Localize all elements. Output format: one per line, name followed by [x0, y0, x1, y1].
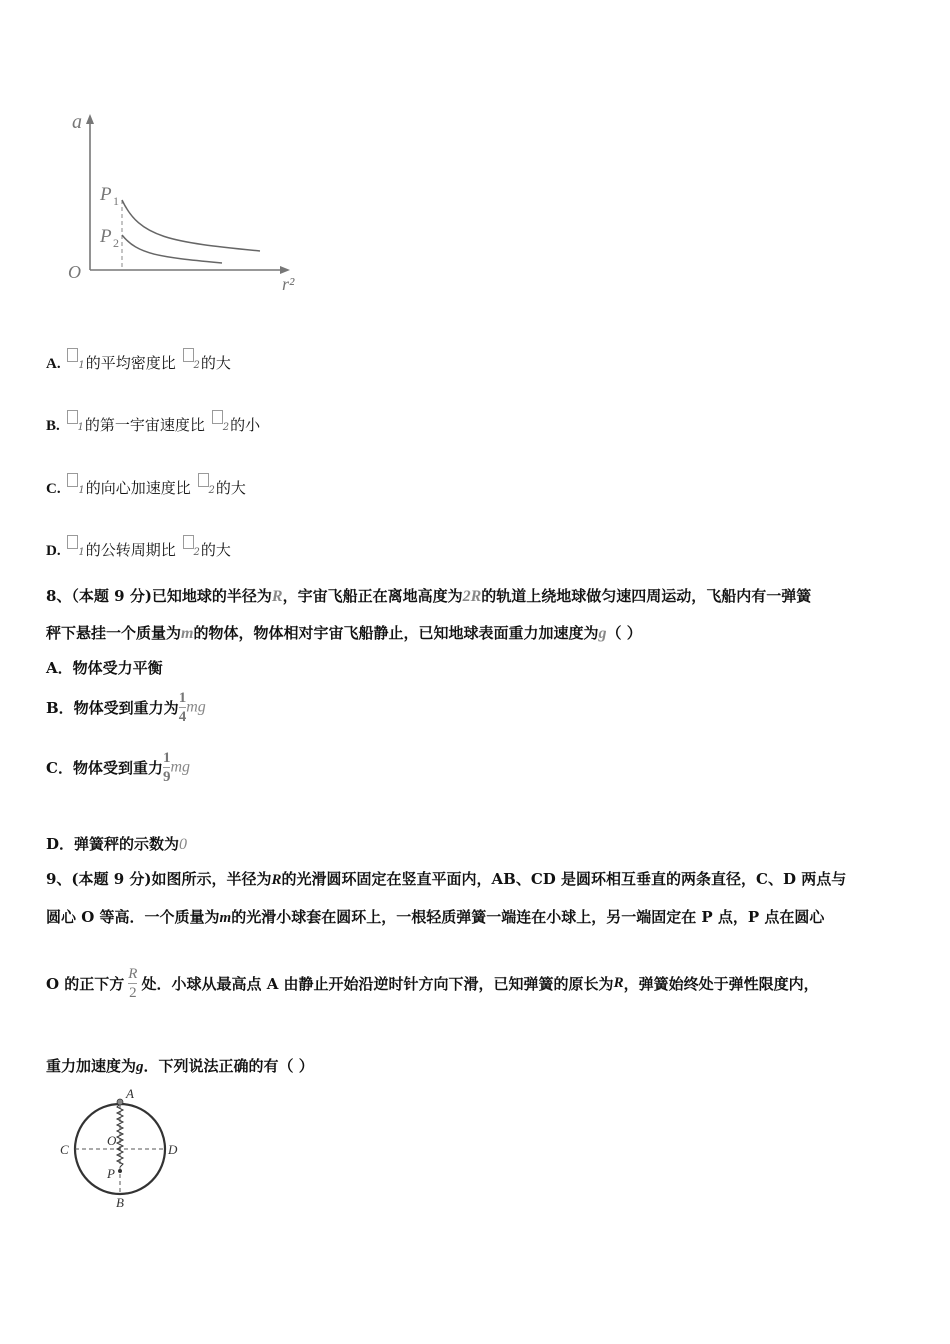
q7-option-c[interactable]: C. 1的向心加速度比 2的大 — [46, 473, 246, 498]
fraction: $\frac{1}{4}$ — [178, 690, 187, 725]
placeholder-glyph — [183, 535, 194, 549]
y-axis-arrow — [86, 114, 94, 124]
x-axis-arrow — [280, 266, 290, 274]
placeholder-glyph — [183, 348, 194, 362]
label-d: D — [168, 1142, 178, 1157]
q8-option-c[interactable]: C．物体受到重力 $\frac{1}{9}$ mg — [46, 750, 191, 785]
q8-line-2: 秤下悬挂一个质量为m的物体，物体相对宇宙飞船静止，已知地球表面重力加速度为g（ ） — [46, 624, 642, 642]
placeholder-glyph — [67, 348, 78, 362]
y-axis-label: a — [72, 111, 82, 133]
label-p: P — [107, 1166, 115, 1181]
fraction: $\frac{R}{2}$ — [128, 966, 138, 1001]
option-letter: D. — [46, 543, 61, 559]
q8-option-d[interactable]: D．弹簧秤的示数为0 — [46, 835, 188, 853]
label-b: B — [116, 1195, 124, 1210]
placeholder-glyph — [212, 410, 223, 424]
p1-sub: 1 — [113, 194, 119, 208]
origin-label: O — [68, 262, 81, 282]
p1-label: P — [100, 184, 112, 205]
p2-sub: 2 — [113, 236, 119, 250]
label-a: A — [126, 1086, 134, 1101]
label-c: C — [60, 1142, 69, 1157]
placeholder-glyph — [67, 410, 78, 424]
ball — [117, 1099, 123, 1105]
option-letter: C. — [46, 481, 61, 497]
p2-label: P — [100, 226, 112, 247]
point-p — [118, 1169, 122, 1173]
placeholder-glyph — [198, 473, 209, 487]
q9-line-1: 9、(本题 9 分)如图所示，半径为R的光滑圆环固定在竖直平面内，AB、CD 是圆环相互垂直的两条直径，C、D 两点与 — [46, 870, 847, 888]
q9-line-4: 重力加速度为g．下列说法正确的有（ ） — [46, 1057, 314, 1075]
q8-option-b[interactable]: B．物体受到重力为 $\frac{1}{4}$ mg — [46, 690, 206, 725]
x-axis-label: r² — [282, 274, 295, 294]
q9-line-2: 圆心 O 等高．一个质量为m的光滑小球套在圆环上，一根轻质弹簧一端连在小球上，另一端固定在 P 点，P 点在圆心 — [46, 908, 825, 926]
q8-line-1: 8、（本题 9 分)已知地球的半径为R，宇宙飞船正在离地高度为2R的轨道上绕地球做匀速四周运动，飞船内有一弹簧 — [46, 587, 812, 605]
q7-option-a[interactable]: A. 1的平均密度比 2的大 — [46, 348, 231, 373]
q8-option-a[interactable]: A．物体受力平衡 — [46, 659, 163, 677]
placeholder-glyph — [67, 535, 78, 549]
option-letter: A. — [46, 356, 61, 372]
acceleration-graph — [60, 108, 320, 298]
placeholder-glyph — [67, 473, 78, 487]
q7-option-d[interactable]: D. 1的公转周期比 2的大 — [46, 535, 231, 560]
label-o: O — [107, 1133, 117, 1148]
curve-p1 — [122, 200, 260, 251]
option-letter: B. — [46, 418, 60, 434]
ring-spring-figure — [50, 1085, 190, 1210]
fraction: $\frac{1}{9}$ — [162, 750, 171, 785]
q9-line-3: O 的正下方 $\frac{R}{2}$ 处．小球从最高点 A 由静止开始沿逆时针方向下滑，已知弹簧的原长为R，弹簧始终处于弹性限度内， — [46, 966, 819, 1001]
q7-option-b[interactable]: B. 1的第一宇宙速度比 2的小 — [46, 410, 260, 435]
